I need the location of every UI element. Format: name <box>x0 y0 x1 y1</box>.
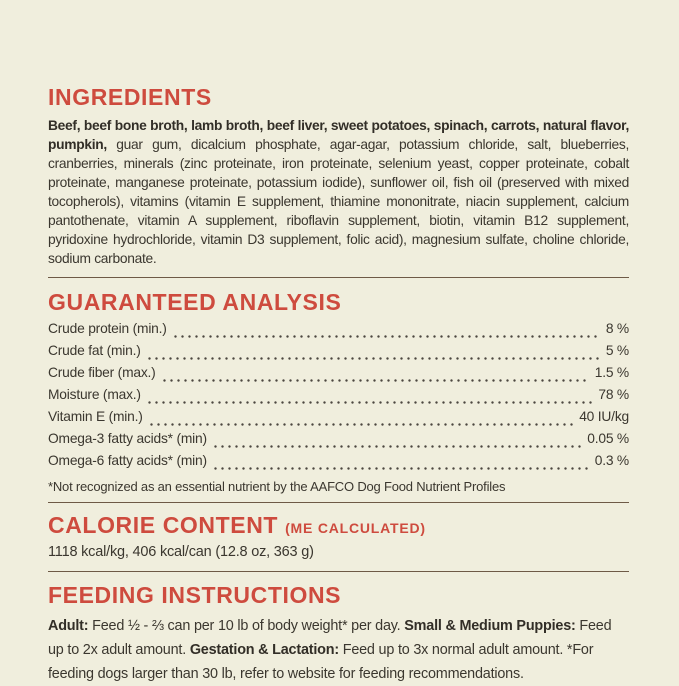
calorie-content-heading <box>48 514 629 537</box>
dot-leader <box>161 365 590 387</box>
feeding-instructions-segment: Small & Medium Puppies: <box>404 618 576 634</box>
dot-leader <box>146 343 601 365</box>
analysis-row <box>48 321 629 343</box>
dot-leader <box>172 321 601 343</box>
feeding-instructions-segment: Gestation & Lactation: <box>189 642 339 658</box>
guaranteed-analysis-section <box>48 291 629 494</box>
calorie-content-subheading: (ME CALCULATED) <box>285 520 426 536</box>
dot-leader <box>146 387 594 409</box>
aafco-footnote: *Not recognized as an essential nutrient by the AAFCO Dog Food Nutrient Profiles <box>48 479 506 494</box>
calorie-content-title: CALORIE CONTENT <box>48 512 279 538</box>
feeding-instructions-segment: Feed up to 2x adult amount. <box>48 618 612 658</box>
analysis-row-label: Omega-6 fatty acids* (min) <box>48 453 207 468</box>
guaranteed-analysis-heading: GUARANTEED ANALYSIS <box>48 289 342 315</box>
dot-leader <box>212 453 590 475</box>
analysis-row <box>48 453 629 475</box>
analysis-row-value: 1.5 % <box>594 365 629 380</box>
analysis-row-value: 78 % <box>598 387 629 402</box>
section-divider <box>48 571 629 572</box>
feeding-instructions-heading: FEEDING INSTRUCTIONS <box>48 582 342 608</box>
analysis-row <box>48 431 629 453</box>
analysis-row-value: 40 IU/kg <box>579 409 629 424</box>
analysis-row-value: 8 % <box>605 321 629 336</box>
ingredients-text <box>48 116 629 268</box>
feeding-instructions-segment: Adult: <box>48 618 89 634</box>
analysis-row-label: Omega-3 fatty acids* (min) <box>48 431 207 446</box>
analysis-row-label: Moisture (max.) <box>48 387 141 402</box>
section-divider <box>48 502 629 503</box>
analysis-row <box>48 343 629 365</box>
feeding-instructions-segment: Feed up to 3x normal adult amount. *For feeding dogs larger than 30 lb, refer to website for feeding recommendations. <box>48 642 594 682</box>
analysis-row-label: Vitamin E (min.) <box>48 409 143 424</box>
feeding-instructions-segment: Feed ½ - ⅔ can per 10 lb of body weight* per day. <box>88 618 405 634</box>
analysis-row-label: Crude protein (min.) <box>48 321 167 336</box>
calorie-content-section <box>48 514 629 560</box>
feeding-instructions-text <box>48 614 629 686</box>
analysis-row-label: Crude fat (min.) <box>48 343 141 358</box>
analysis-row-value: 0.3 % <box>594 453 629 468</box>
feeding-instructions-section <box>48 584 629 686</box>
analysis-row <box>48 387 629 409</box>
analysis-row <box>48 365 629 387</box>
analysis-row <box>48 409 629 431</box>
dot-leader <box>148 409 575 431</box>
guaranteed-analysis-table <box>48 321 629 475</box>
dot-leader <box>212 431 582 453</box>
ingredients-heading: INGREDIENTS <box>48 84 212 110</box>
analysis-row-label: Crude fiber (max.) <box>48 365 156 380</box>
section-divider <box>48 277 629 278</box>
ingredients-text-regular: guar gum, dicalcium phosphate, agar-agar, potassium chloride, salt, blueberries, cranberries, minerals (zinc proteinate, iron proteinate, selenium yeast, copper proteinate, cobalt proteinate, manganese proteinate, potassium iodide), sunflower oil, fish oil (preserved with mixed tocopherols), vitamins (vitamin E supplement, thiamine mononitrate, niacin supplement, calcium pantothenate, vitamin A supplement, riboflavin supplement, biotin, vitamin B12 supplement, pyridoxine hydrochloride, vitamin D3 supplement, folic acid), magnesium sulfate, choline chloride, sodium carbonate. <box>48 137 629 266</box>
analysis-row-value: 0.05 % <box>587 431 629 446</box>
ingredients-section <box>48 86 629 268</box>
ingredients-text-bold: Beef, beef bone broth, lamb broth, beef liver, sweet potatoes, spinach, carrots, natural flavor, pumpkin, <box>48 118 629 152</box>
analysis-row-value: 5 % <box>605 343 629 358</box>
calorie-content-value: 1118 kcal/kg, 406 kcal/can (12.8 oz, 363 g) <box>48 544 314 560</box>
